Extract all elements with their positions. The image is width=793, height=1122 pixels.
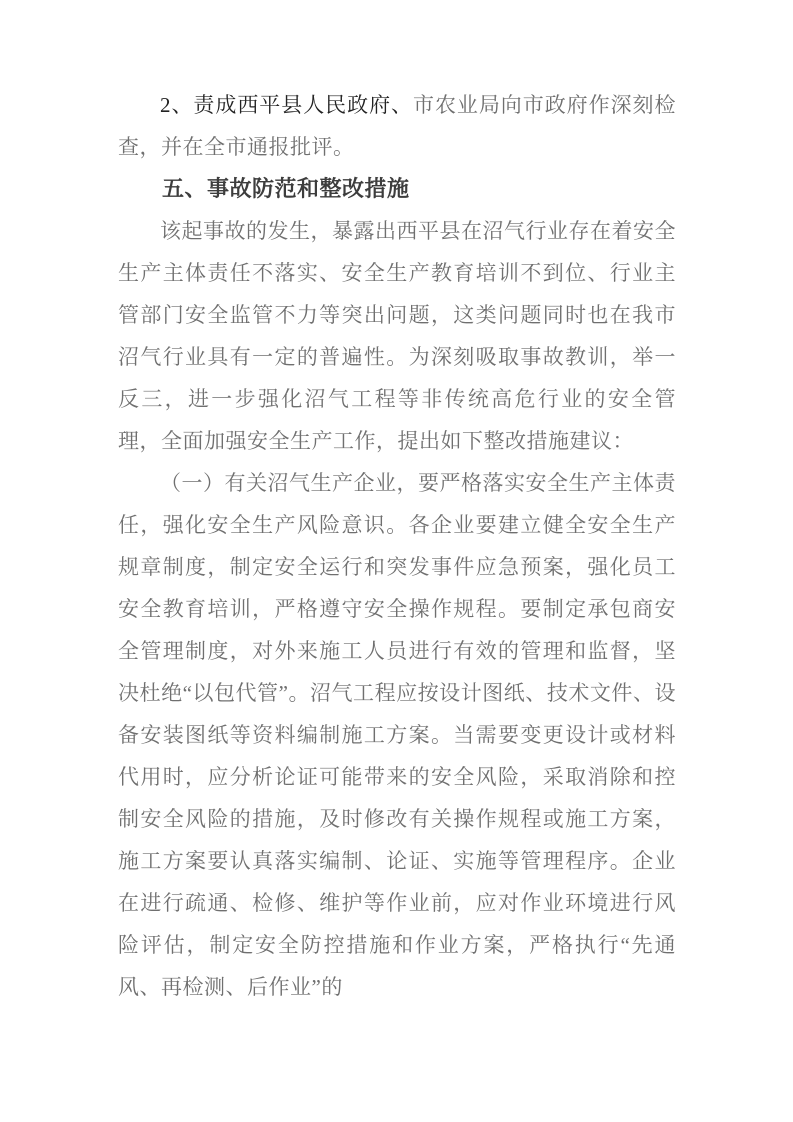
text-run: 五、事故防范和整改措施: [162, 176, 410, 201]
document-content: [118, 84, 676, 1008]
text-run: 该起事故的发生，暴露出西平县在沼气行业存在着安全生产主体责任不落实、安全生产教育培训不到位、行业主管部门安全监管不力等突出问题，这类问题同时也在我市沼气行业具有一定的普遍性。为深刻吸取事故教训，举一反三，进一步强化沼气工程等非传统高危行业的安全管理，全面加强安全生产工作，提出如下整改措施建议：: [118, 219, 676, 453]
paragraph: [118, 84, 676, 168]
text-run: （一）有关沼气生产企业，要严格落实安全生产主体责任，强化安全生产风险意识。各企业要建立健全安全生产规章制度，制定安全运行和突发事件应急预案，强化员工安全教育培训，严格遵守安全操作规程。要制定承包商安全管理制度，对外来施工人员进行有效的管理和监督，坚决杜绝“以包代管”。沼气工程应按设计图纸、技术文件、设备安装图纸等资料编制施工方案。当需要变更设计或材料代用时，应分析论证可能带来的安全风险，采取消除和控制安全风险的措施，及时修改有关操作规程或施工方案，施工方案要认真落实编制、论证、实施等管理程序。企业在进行疏通、检修、维护等作业前，应对作业环境进行风险评估，制定安全防控措施和作业方案，严格执行“先通风、再检测、后作业”的: [118, 471, 676, 999]
section-heading: [118, 168, 676, 210]
text-run: 市农业局向市政府作深刻检查，并在全市通报批评。: [118, 93, 677, 159]
paragraph: [118, 210, 676, 462]
paragraph: [118, 462, 676, 1008]
text-run: 2、责成西平县人民政府、: [160, 93, 413, 117]
